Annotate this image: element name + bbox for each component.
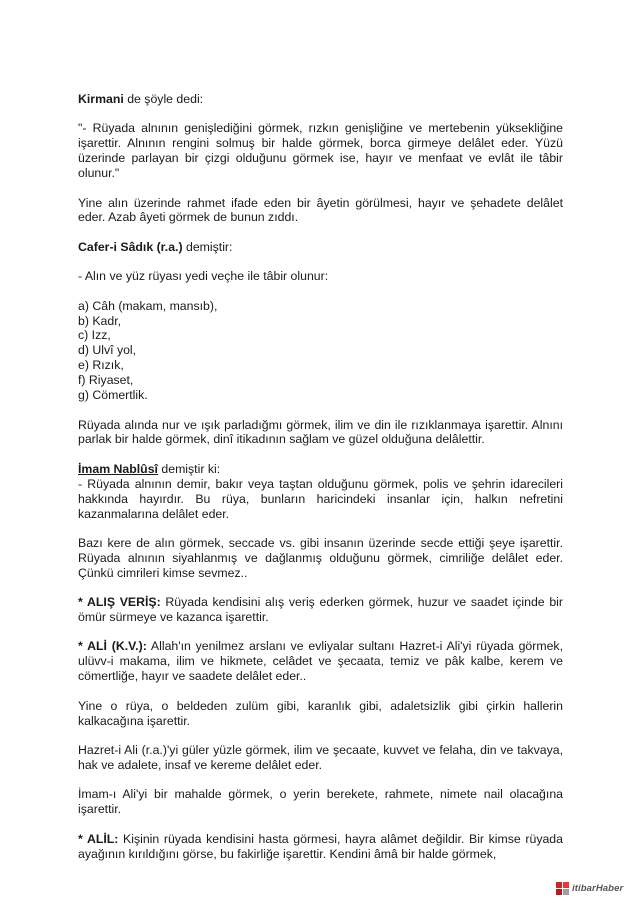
paragraph-yedi-vech: - Alın ve yüz rüyası yedi veçhe ile tâbir olunur: <box>78 269 329 284</box>
document-body <box>78 92 563 861</box>
paragraph-text: demiştir ki: <box>157 461 221 476</box>
list-item: f) Riyaset, <box>78 373 134 388</box>
author-name-cafer: Cafer-i Sâdık (r.a.) <box>78 239 183 254</box>
paragraph-text: de şöyle dedi: <box>123 92 204 106</box>
paragraph-nur: Rüyada alında nur ve ışık parladığmı görmek, ilim ve din ile rızıklanmaya işarettir. Alnını parlak bir halde görmek, dinî itikadının sağlam ve güzel olduğuna delâlettir. <box>78 417 563 447</box>
logo-mark-icon <box>556 882 569 895</box>
paragraph-demir-alin: - Rüyada alnının demir, bakır veya taştan olduğunu görmek, polis ve şehrin idarecileri hakkında hayırdır. Bu rüya, bunların haricindeki insanlar için, halkın nefretini kazanmalarına delâlet eder. <box>78 476 563 521</box>
list-item: b) Kadr, <box>78 313 122 328</box>
list-item: d) Ulvî yol, <box>78 343 137 358</box>
paragraph-ayet: Yine alın üzerinde rahmet ifade eden bir âyetin görülmesi, hayır ve şehadete delâlet eder. Azab âyeti görmek de bunun zıddı. <box>78 195 563 225</box>
paragraph-text: Rüyada kendisini alış veriş ederken görmek, huzur ve saadet içinde bir ömür sürmeye ve kazanca işarettir. <box>78 595 563 625</box>
meaning-list <box>78 299 563 403</box>
paragraph-zulum: Yine o rüya, o beldeden zulüm gibi, karanlık gibi, adaletsizlik gibi çirkin hallerin kalkacağına işarettir. <box>78 698 563 728</box>
list-item: e) Rızık, <box>78 358 124 373</box>
itibarhaber-logo <box>556 880 623 896</box>
paragraph-text: Kişinin rüyada kendisini hasta görmesi, hayra alâmet değildir. Bir kimse rüyada ayağının kırıldığını görse, bu fakirliğe işarettir. Kendini âmâ bir halde görmek, <box>78 831 563 861</box>
paragraph-ali <box>78 639 563 684</box>
entry-heading-alil: * ALİL: <box>78 831 119 846</box>
list-item: c) Izz, <box>78 328 111 343</box>
paragraph-text: demiştir: <box>182 239 233 254</box>
paragraph-alil <box>78 832 563 862</box>
logo-text: itibarHaber <box>572 882 624 894</box>
entry-heading-ali: * ALİ (K.V.): <box>78 639 147 654</box>
paragraph-cafer-intro <box>78 240 563 255</box>
list-item: a) Câh (makam, mansıb), <box>78 298 218 313</box>
paragraph-kirmani-quote: "- Rüyada alnının genişlediğini görmek, rızkın genişliğine ve mertebenin yüksekliğine işarettir. Alnının rengini solmuş bir halde görmek, borca girmeye delâlet eder. Yüzü üzerinde parlayan bir çizgi olduğunu görmek ise, hayır ve menfaat ve evlât ile tâbir olunur." <box>78 121 563 181</box>
entry-heading-alis-veris: * ALIŞ VERİŞ: <box>78 595 161 610</box>
paragraph-alis-veris <box>78 595 563 625</box>
paragraph-secde: Bazı kere de alın görmek, seccade vs. gibi insanın üzerinde secde ettiği şeye işarettir. Rüyada alnının siyahlanmış ve dağlanmış olduğunu görmek, cimriliğe delâlet eder. Çünkü cimrileri kimse sevmez.. <box>78 535 563 580</box>
paragraph-guler-yuz: Hazret-i Ali (r.a.)'yi güler yüzle görmek, ilim ve şecaate, kuvvet ve felaha, din ve takvaya, hak ve adalete, insaf ve kereme delâlet eder. <box>78 743 563 772</box>
paragraph-kirmani-intro <box>78 92 563 107</box>
list-item: g) Cömertlik. <box>78 388 148 403</box>
paragraph-text: Allah'ın yenilmez arslanı ve evliyalar sultanı Hazret-i Ali'yi rüyada görmek, ulüvv-i makama, ilim ve hikmete, celâdet ve şecaata, temiz ve pâk kalbe, kerem ve cömertliğe, hayır ve saadete delâlet eder.. <box>78 639 563 684</box>
author-name-kirmani: Kirmani <box>78 92 124 106</box>
paragraph-nablusi-intro <box>78 462 563 477</box>
author-name-nablusi: İmam Nablûsî <box>78 461 158 476</box>
paragraph-mahal: İmam-ı Ali'yi bir mahalde görmek, o yerin berekete, rahmete, nimete nail olacağına işarettir. <box>78 787 563 817</box>
